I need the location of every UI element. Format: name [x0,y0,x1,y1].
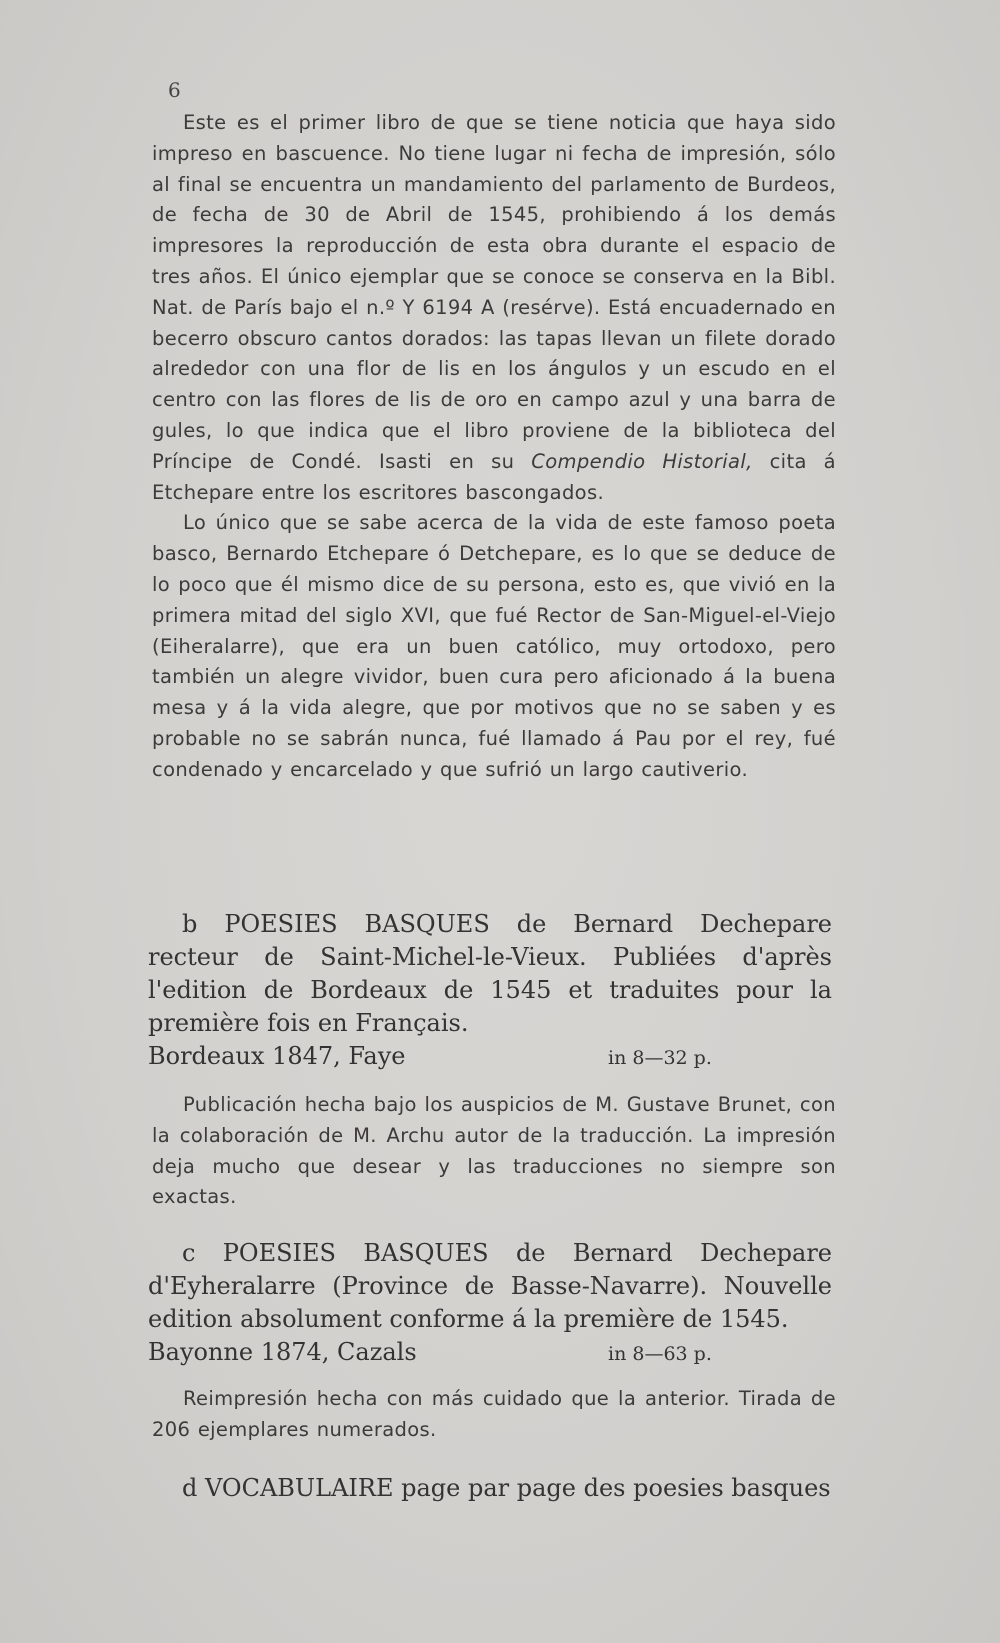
entry-d-title: d VOCABULAIRE page par page des poesies basques [182,1474,831,1502]
intro-paragraph-2: Lo único que se sabe acerca de la vida de este famoso poeta basco, Bernardo Etchepare ó Detchepare, es lo que se deduce de lo poco que él mismo dice de su persona, esto es, que vivió en la primera mitad del siglo XVI, que fué Rector de San-Miguel-el-Viejo (Eiheralarre), que era un buen católico, muy ortodoxo, pero también un alegre vividor, buen cura pero aficionado á la buena mesa y á la vida alegre, que por motivos que no se saben y es probable no se sabrán nunca, fué llamado á Pau por el rey, fué condenado y encarcelado y que sufrió un largo cautiverio. [152,511,836,781]
intro-text [152,108,836,786]
intro-paragraph-1-text-a: Este es el primer libro de que se tiene noticia que haya sido impreso en bascuence. No tiene lugar ni fecha de impresión, sólo al final se encuentra un mandamiento del parlamento de Burdeos, de fecha de 30 de Abril de 1545, prohibiendo á los demás impresores la reproducción de esta obra durante el espacio de tres años. El único ejemplar que se conoce se conserva en la Bibl. Nat. de París bajo el n.º Y 6194 A (resérve). Está encuadernado en becerro obscuro cantos dorados: las tapas llevan un filete dorado alrededor con una flor de lis en los ángulos y un escudo en el centro con las flores de lis de oro en campo azul y una barra de gules, lo que indica que el libro proviene de la biblioteca del Príncipe de Condé. Isasti en su [152,111,836,473]
intro-paragraph-1-text-b: cita á Etchepare entre los escritores bascongados. [152,449,836,504]
entry-c-imprint: Bayonne 1874, Cazals [148,1338,417,1366]
entry-b-note: Publicación hecha bajo los auspicios de M. Gustave Brunet, con la colaboración de M. Archu autor de la traducción. La impresión deja mucho que desear y las traducciones no siempre son exactas. [152,1093,836,1209]
entry-c-note: Reimpresión hecha con más cuidado que la anterior. Tirada de 206 ejemplares numerados. [152,1387,836,1441]
entry-b-imprint-line [148,1040,832,1075]
entry-d [148,1472,832,1505]
entry-c-title: c POESIES BASQUES de Bernard Dechepare d'Eyheralarre (Province de Basse-Navarre). Nouvelle edition absolument conforme á la première de 1545. [148,1239,832,1333]
entry-c-imprint-line [148,1336,832,1371]
intro-paragraph-1 [152,108,836,508]
entry-c [148,1237,832,1371]
intro-italic-title: Compendio Historial, [531,449,753,473]
page-number: 6 [168,78,181,102]
entry-c-note-block [152,1384,836,1446]
entry-b [148,908,832,1075]
entry-c-format: in 8—63 p. [608,1343,712,1365]
entry-b-title: b POESIES BASQUES de Bernard Dechepare recteur de Saint-Michel-le-Vieux. Publiées d'après l'edition de Bordeaux de 1545 et traduites pour la première fois en Français. [148,910,832,1037]
entry-b-format: in 8—32 p. [608,1047,712,1069]
entry-b-note-block [152,1090,836,1213]
entry-b-imprint: Bordeaux 1847, Faye [148,1042,406,1070]
